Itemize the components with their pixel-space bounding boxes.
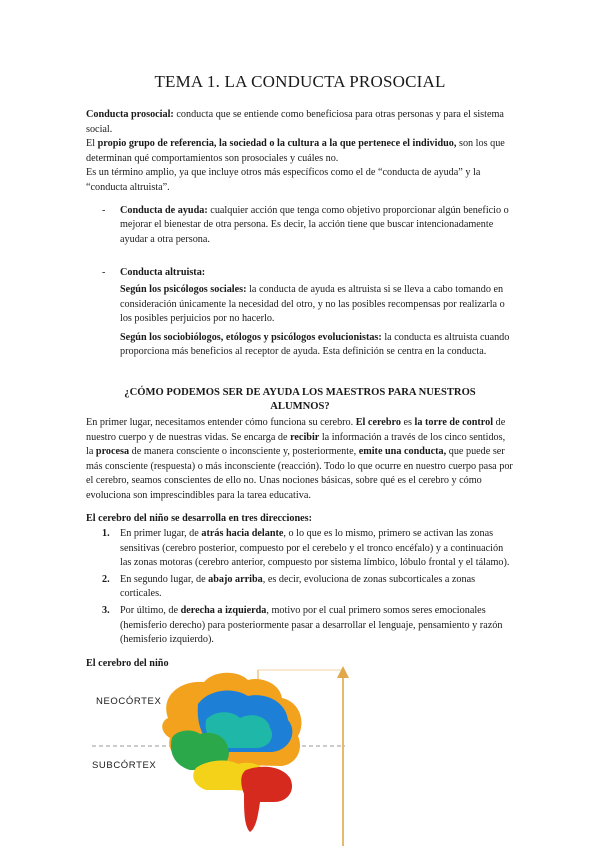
label-subcortex: SUBCÓRTEX xyxy=(92,760,157,771)
text: que puede ser más consciente (respuesta) o más inconsciente (reacción). Todo lo que ocurre en nuestro cuerpo pasa por el cerebro, seamos conscientes de ello no. Unas nociones básicas, sobre qué es el cerebro y cómo evoluciona son imprescindibles para la tarea educativa. xyxy=(86,446,513,501)
bold-text: Según los sociobiólogos, etólogos y psicólogos evolucionistas: xyxy=(120,331,382,343)
direction-item xyxy=(86,604,514,648)
definition-text: conducta que se entiende como beneficiosa para otras personas y para el sistema social. xyxy=(86,109,504,135)
document-body xyxy=(86,108,514,671)
item-number: 1. xyxy=(102,528,110,540)
bold-text: emite una conducta, xyxy=(358,446,447,458)
dash-bullet: - xyxy=(102,267,106,279)
text: , es decir, evoluciona de zonas subcorticales a zonas corticales. xyxy=(120,573,476,600)
list-item-ayuda xyxy=(86,204,514,248)
bold-text: la torre de control xyxy=(414,416,494,428)
text: la información a través de los cinco sentidos, la xyxy=(86,431,506,458)
list-item-altruista xyxy=(86,266,514,360)
brain-region-red xyxy=(241,767,292,832)
text: cualquier acción que tenga como objetivo proporcionar algún beneficio o mejorar el bienestar de otra persona. Es decir, la acción tiene que buscar intencionadamente ayudar a otra persona. xyxy=(120,204,509,245)
bold-text: propio grupo de referencia, la sociedad o la cultura a la que pertenece el individuo, xyxy=(97,138,457,150)
dash-bullet: - xyxy=(102,204,106,216)
term-prosocial: Conducta prosocial: xyxy=(86,109,174,120)
term-ayuda: Conducta de ayuda: xyxy=(120,204,208,216)
section-heading: ¿CÓMO PODEMOS SER DE AYUDA LOS MAESTROS PARA NUESTROS ALUMNOS? xyxy=(124,386,476,412)
text: es xyxy=(400,416,415,428)
brain-diagram xyxy=(0,660,600,848)
text: la conducta de ayuda es altruista si se lleva a cabo tomando en consideración únicamente la necesidad del otro, y no las posibles recompensas por realizarla o los posibles perjuicios por no hacerlo. xyxy=(120,283,505,325)
item-number: 3. xyxy=(102,605,110,617)
paragraph-definition xyxy=(86,108,514,137)
text: de manera consciente o inconsciente y, posteriormente, xyxy=(129,446,359,458)
direction-item xyxy=(86,573,514,602)
term-altruista: Conducta altruista: xyxy=(120,267,206,279)
text: la conducta es altruista cuando proporciona más beneficios al receptor de ayuda. Esta definición se centra en la conducta. xyxy=(120,331,510,358)
bold-text: recibir xyxy=(290,431,320,443)
directions-list xyxy=(86,527,514,648)
bold-text: procesa xyxy=(95,446,130,458)
figure-heading: El cerebro del niño xyxy=(86,657,169,669)
brain-figure xyxy=(0,660,600,848)
sub-sociobiologists xyxy=(120,331,514,360)
paragraph-brain xyxy=(86,416,514,504)
arrow-up-icon xyxy=(337,666,349,678)
page-title: TEMA 1. LA CONDUCTA PROSOCIAL xyxy=(154,72,446,91)
bold-text: Según los psicólogos sociales: xyxy=(120,283,247,295)
bold-text: El cerebro xyxy=(355,416,401,428)
bold-text: derecha a izquierda xyxy=(180,605,267,617)
text: de nuestro cuerpo y de nuestras vidas. Se encarga de xyxy=(86,416,506,443)
paragraph-broad-term: Es un término amplio, ya que incluye otros más específicos como el de “conducta de ayuda” y la “conducta altruista”. xyxy=(86,167,481,193)
directions-heading: El cerebro del niño se desarrolla en tres direcciones: xyxy=(86,513,312,525)
item-number: 2. xyxy=(102,573,110,585)
text: Por último, de xyxy=(120,605,181,617)
paragraph-reference-group xyxy=(86,137,514,166)
text: son los que determinan qué comportamientos son prosociales y cuáles no. xyxy=(86,138,505,164)
text: , o lo que es lo mismo, primero se activan las zonas sensitivas (cerebro posterior, compuesto por el cerebelo y el tronco encéfalo) y a continuación las zonas motoras (cerebro anterior, compuesto por sistema límbico, lóbulo frontal y el tálamo). xyxy=(120,528,510,569)
sub-social-psychologists xyxy=(120,283,514,327)
text: En primer lugar, de xyxy=(120,528,202,540)
text: En primer lugar, necesitamos entender cómo funciona su cerebro. xyxy=(86,416,356,428)
bold-text: abajo arriba xyxy=(208,573,263,585)
direction-item xyxy=(86,527,514,571)
text: El xyxy=(86,138,98,150)
bold-text: atrás hacia delante xyxy=(201,528,284,540)
label-neocortex: NEOCÓRTEX xyxy=(96,696,162,707)
text: , motivo por el cual primero somos seres emocionales (hemisferio derecho) para posteriormente pasar a desarrollar el lenguaje, pensamiento y razón (hemisferio izquierdo). xyxy=(120,605,503,646)
text: En segundo lugar, de xyxy=(120,573,209,585)
